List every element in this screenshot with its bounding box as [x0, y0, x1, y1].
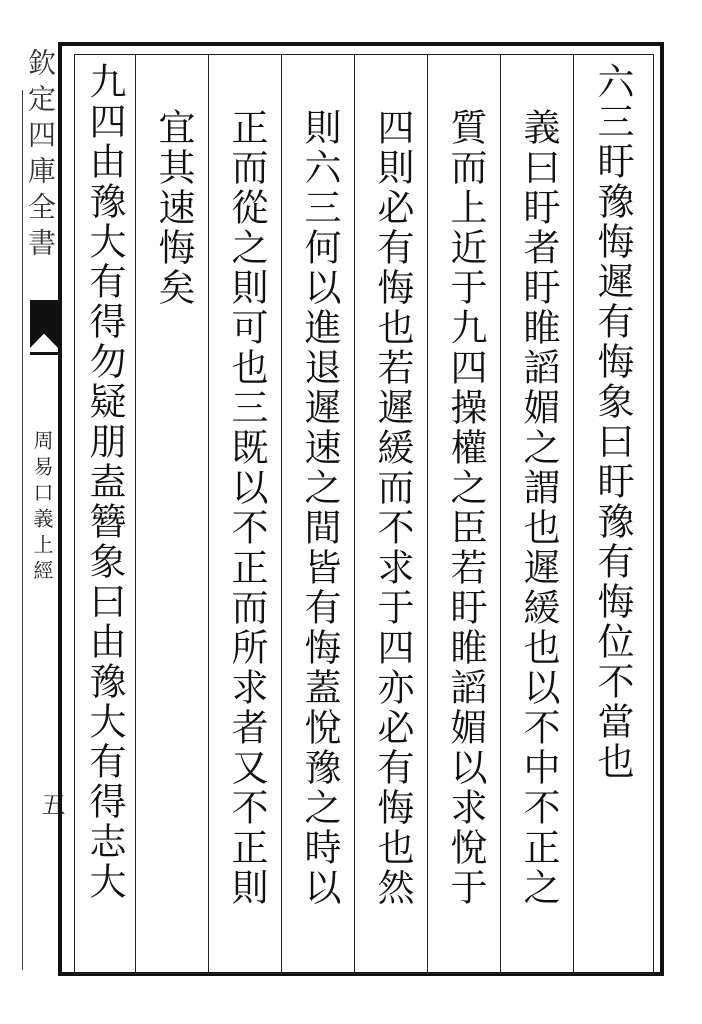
page-number: 五 [37, 792, 65, 816]
column-divider [135, 54, 136, 974]
text-column-7: 宜其速悔矣 [152, 108, 195, 308]
column-divider [208, 54, 209, 974]
column-divider [281, 54, 282, 974]
fish-tail-mark [30, 300, 58, 348]
text-column-2: 義曰盱者盱睢謟媚之謂也遲緩也以不中不正之 [517, 108, 560, 908]
column-divider [354, 54, 355, 974]
text-column-3: 質而上近于九四操權之臣若盱睢謟媚以求悅于 [444, 108, 487, 908]
text-column-6: 正而從之則可也三既以不正而所求者又不正則 [225, 108, 268, 908]
book-title: 周易口義上經 [30, 430, 54, 586]
column-divider [573, 54, 574, 974]
text-column-4: 四則必有悔也若遲緩而不求于四亦必有悔也然 [371, 108, 414, 908]
column-divider [427, 54, 428, 974]
fish-tail-underline [30, 352, 58, 355]
column-divider [500, 54, 501, 974]
collection-title: 欽定四庫全書 [24, 48, 57, 264]
text-column-1: 六三盱豫悔遲有悔象曰盱豫有悔位不當也 [591, 62, 634, 782]
text-column-5: 則六三何以進退遲速之間皆有悔蓋悅豫之時以 [298, 108, 341, 908]
text-column-8: 九四由豫大有得勿疑朋盍簪象曰由豫大有得志大 [83, 62, 126, 902]
